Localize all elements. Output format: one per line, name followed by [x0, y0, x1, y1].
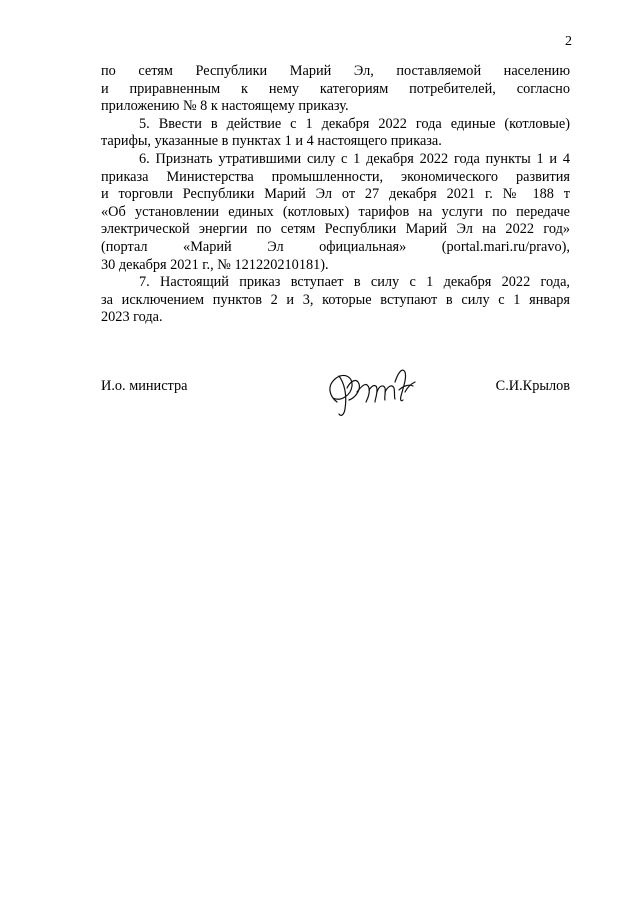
- text-line: и приравненным к нему категориям потребителей, согласно: [101, 80, 570, 97]
- text-line: «Об установлении единых (котловых) тарифов на услуги по передаче: [101, 203, 570, 220]
- paragraph-item-7: [101, 274, 570, 327]
- paragraph-item-6: [101, 151, 570, 274]
- text-line: 30 декабря 2021 г., № 121220210181).: [101, 256, 329, 273]
- text-line: 2023 года.: [101, 309, 163, 326]
- text-line: за исключением пунктов 2 и 3, которые вступают в силу с 1 января: [101, 291, 570, 308]
- text-line: приказа Министерства промышленности, экономического развития: [101, 168, 570, 185]
- signatory-position: И.о. министра: [101, 378, 188, 394]
- page-number: 2: [565, 34, 572, 49]
- text-line: электрической энергии по сетям Республики Марий Эл на 2022 год»: [101, 221, 570, 238]
- text-line: 6. Признать утратившими силу с 1 декабря 2022 года пункты 1 и 4: [139, 150, 570, 167]
- signature-block: [101, 374, 570, 424]
- handwritten-signature: [319, 362, 424, 420]
- text-line: приложению № 8 к настоящему приказу.: [101, 98, 349, 115]
- text-line: и торговли Республики Марий Эл от 27 декабря 2021 г. № 188 т: [101, 186, 570, 203]
- document-body: [101, 63, 570, 327]
- text-line: тарифы, указанные в пунктах 1 и 4 настоящего приказа.: [101, 133, 442, 150]
- paragraph-item-5: [101, 116, 570, 151]
- text-line: по сетям Республики Марий Эл, поставляемой населению: [101, 63, 570, 79]
- text-line: 5. Ввести в действие с 1 декабря 2022 года единые (котловые): [139, 115, 570, 132]
- paragraph-continuation: [101, 63, 570, 116]
- text-line: 7. Настоящий приказ вступает в силу с 1 декабря 2022 года,: [139, 274, 570, 291]
- signatory-name: С.И.Крылов: [495, 378, 570, 394]
- text-line: (портал «Марий Эл официальная» (portal.mari.ru/pravo),: [101, 238, 570, 255]
